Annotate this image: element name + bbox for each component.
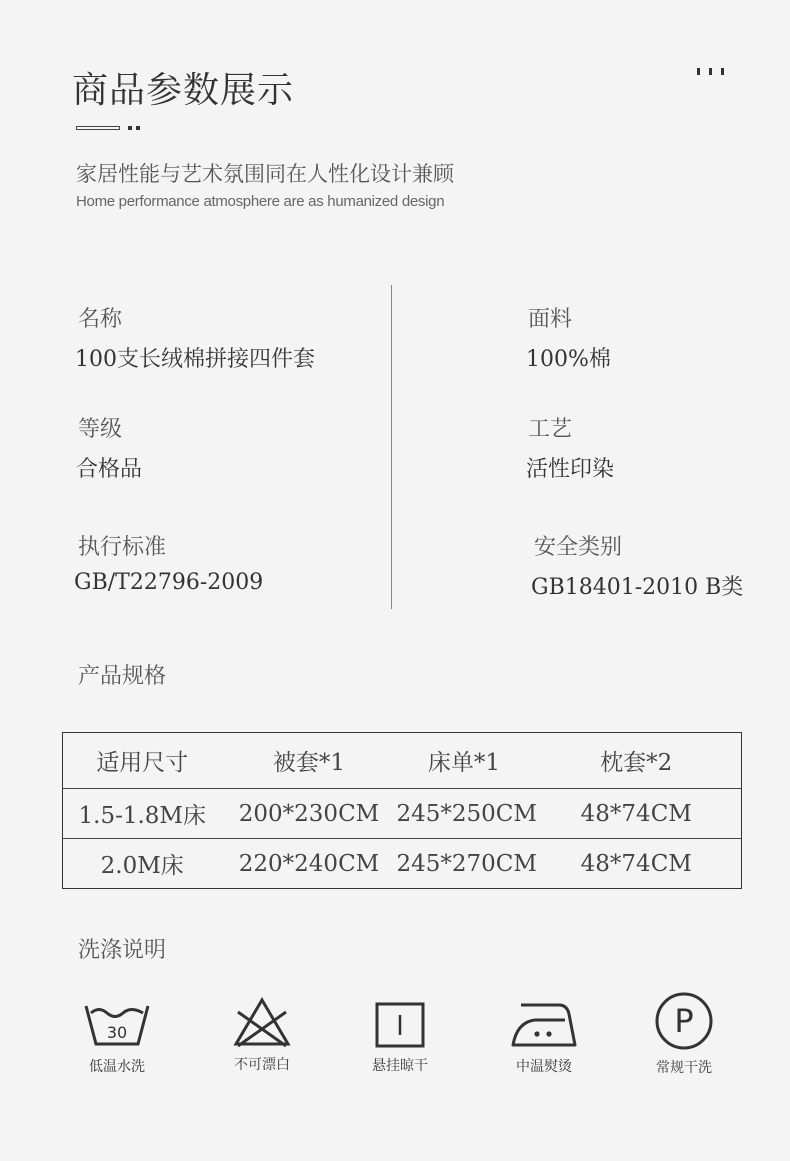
care-item-iron <box>484 1000 604 1076</box>
table-row <box>63 839 742 889</box>
no-bleach-icon <box>232 996 292 1048</box>
spec-cell: 48*74CM <box>532 789 742 839</box>
spec-cell: 2.0M床 <box>63 839 222 889</box>
care-item-dryclean <box>624 991 744 1077</box>
care-label: 不可漂白 <box>234 1057 290 1073</box>
corner-decor-mark <box>697 68 700 75</box>
care-item-wash <box>57 1000 177 1076</box>
dry-clean-letter: P <box>674 1002 694 1040</box>
spec-cell: 220*240CM <box>222 839 397 889</box>
wash-temp-text: 30 <box>106 1023 128 1042</box>
care-section-title: 洗涤说明 <box>78 938 167 963</box>
hang-dry-icon <box>374 1001 426 1049</box>
spec-header-cell: 被套*1 <box>272 750 346 776</box>
param-safety-label: 安全类别 <box>534 535 623 560</box>
param-safety-value: GB18401-2010 B类 <box>531 575 744 600</box>
title-underline <box>76 126 120 130</box>
care-label: 常规干洗 <box>656 1060 712 1076</box>
dry-clean-p-icon <box>654 991 714 1051</box>
spec-section-title: 产品规格 <box>78 664 167 689</box>
param-name-label: 名称 <box>78 307 123 332</box>
subtitle-english: Home performance atmosphere are as humanized design <box>76 193 445 210</box>
spec-cell: 1.5-1.8M床 <box>63 789 222 839</box>
param-craft-value: 活性印染 <box>526 457 615 482</box>
title-decor-square <box>128 126 132 130</box>
spec-header-cell: 枕套*2 <box>600 750 673 776</box>
param-grade-label: 等级 <box>78 417 123 442</box>
corner-decor-mark <box>709 68 712 75</box>
spec-cell: 245*250CM <box>397 789 532 839</box>
spec-table-header-row <box>63 733 742 789</box>
wash-30-icon <box>82 1000 152 1050</box>
params-divider <box>391 285 392 609</box>
spec-header-cell: 床单*1 <box>427 750 501 776</box>
care-item-hang <box>340 1001 460 1075</box>
care-item-bleach <box>202 996 322 1074</box>
param-grade-value: 合格品 <box>76 457 143 482</box>
param-name-value: 100支长绒棉拼接四件套 <box>75 347 315 372</box>
param-fabric-label: 面料 <box>528 307 573 332</box>
param-fabric-value: 100%棉 <box>526 347 611 372</box>
care-label: 中温熨烫 <box>516 1059 572 1075</box>
care-label: 低温水洗 <box>89 1059 145 1075</box>
corner-decor-mark <box>721 68 724 75</box>
spec-cell: 48*74CM <box>532 839 742 889</box>
table-row <box>63 789 742 839</box>
subtitle-chinese: 家居性能与艺术氛围同在人性化设计兼顾 <box>76 162 454 186</box>
spec-cell: 245*270CM <box>397 839 532 889</box>
title-decor-square <box>136 126 140 130</box>
spec-table <box>62 732 742 889</box>
care-label: 悬挂晾干 <box>372 1058 428 1074</box>
spec-cell: 200*230CM <box>222 789 397 839</box>
page-title: 商品参数展示 <box>72 70 295 111</box>
spec-header-cell: 适用尺寸 <box>96 750 189 776</box>
param-standard-label: 执行标准 <box>78 535 167 560</box>
param-craft-label: 工艺 <box>528 417 573 442</box>
iron-medium-icon <box>509 1000 579 1050</box>
param-standard-value: GB/T22796-2009 <box>74 570 264 595</box>
